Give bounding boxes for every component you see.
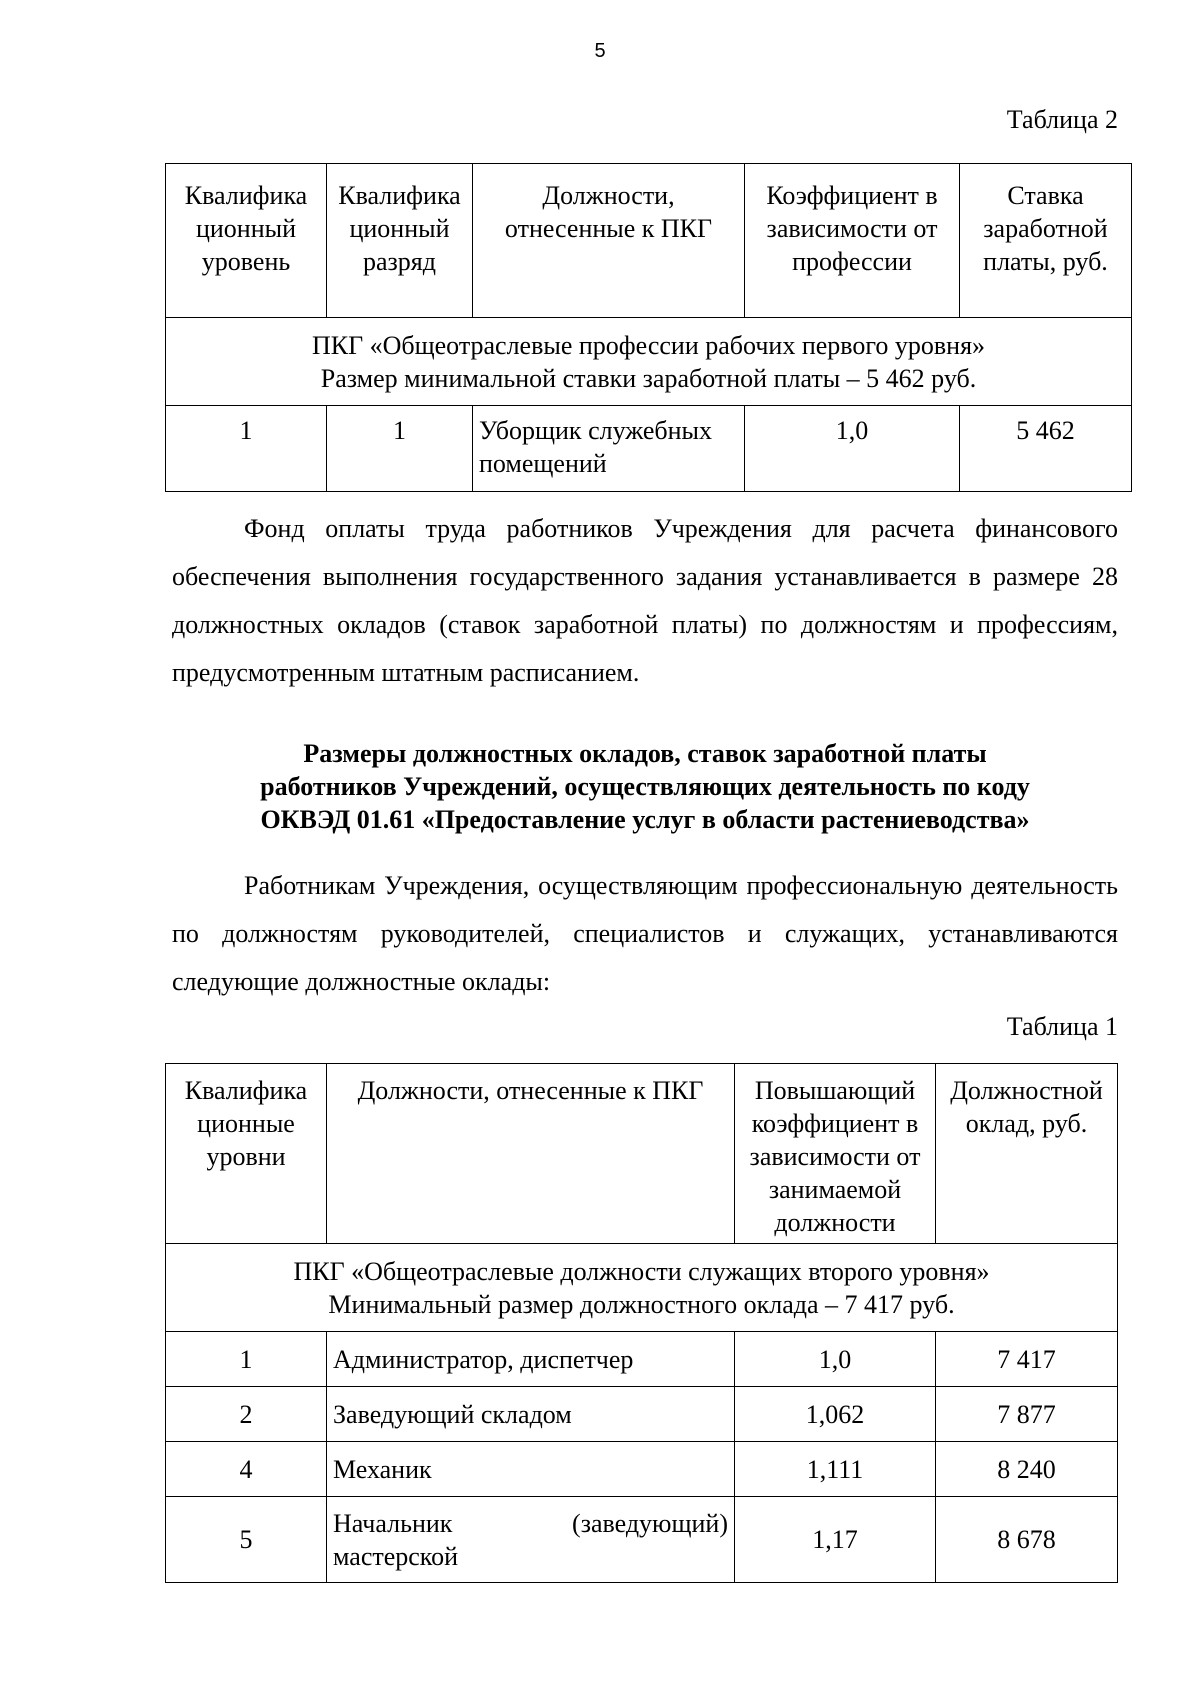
table2-caption: Таблица 2 xyxy=(1006,105,1118,134)
table1-cell-coefficient: 1,0 xyxy=(735,1332,936,1387)
table1-cell-level: 5 xyxy=(166,1497,327,1583)
table1-cell-position: Заведующий складом xyxy=(327,1387,735,1442)
table-row xyxy=(166,1332,1118,1387)
section-heading xyxy=(150,737,1140,836)
table1-group-row xyxy=(166,1244,1118,1332)
table1-header-row xyxy=(166,1064,1118,1244)
table1-group-cell xyxy=(166,1244,1118,1332)
table2-cell-coefficient: 1,0 xyxy=(745,406,960,492)
table1-cell-salary: 7 417 xyxy=(936,1332,1118,1387)
table1-cell-position: Администратор, диспетчер xyxy=(327,1332,735,1387)
table1-group-subtitle: Минимальный размер должностного оклада – 7 417 руб. xyxy=(328,1289,955,1319)
table2-group-title: ПКГ «Общеотраслевые профессии рабочих первого уровня» xyxy=(311,330,986,360)
table1-cell-coefficient: 1,111 xyxy=(735,1442,936,1497)
page-number: 5 xyxy=(594,40,606,62)
section-heading-line: ОКВЭД 01.61 «Предоставление услуг в области растениеводства» xyxy=(260,805,1030,834)
table1-cell-coefficient: 1,062 xyxy=(735,1387,936,1442)
table1 xyxy=(165,1063,1118,1583)
table1-header-cell: Должностной оклад, руб. xyxy=(936,1064,1118,1244)
table1-header-cell: Квалифика ционные уровни xyxy=(166,1064,327,1244)
paragraph-salaries-intro: Работникам Учреждения, осуществляющим профессиональную деятельность по должностям руководителей, специалистов и служащих, устанавливаются следующие должностные оклады: xyxy=(172,871,1118,996)
section-heading-line: Размеры должностных окладов, ставок заработной платы xyxy=(303,739,987,768)
table-row xyxy=(166,1442,1118,1497)
table1-cell-coefficient: 1,17 xyxy=(735,1497,936,1583)
table1-cell-level: 2 xyxy=(166,1387,327,1442)
table2-group-row xyxy=(166,318,1132,406)
table2-header-cell: Квалифика ционный разряд xyxy=(327,164,473,318)
table1-caption: Таблица 1 xyxy=(1006,1012,1118,1041)
table1-cell-position: Механик xyxy=(327,1442,735,1497)
table1-cell-salary: 7 877 xyxy=(936,1387,1118,1442)
table1-cell-level: 4 xyxy=(166,1442,327,1497)
table1-header-cell: Должности, отнесенные к ПКГ xyxy=(327,1064,735,1244)
table-row xyxy=(166,1497,1118,1583)
paragraph-payroll-fund: Фонд оплаты труда работников Учреждения для расчета финансового обеспечения выполнения государственного задания устанавливается в размере 28 должностных окладов (ставок заработной платы) по должностям и профессиям, предусмотренным штатным расписанием. xyxy=(172,514,1118,687)
table1-group-title: ПКГ «Общеотраслевые должности служащих второго уровня» xyxy=(293,1256,990,1286)
table1-header-cell: Повышающий коэффициент в зависимости от занимаемой должности xyxy=(735,1064,936,1244)
table2-cell-position: Уборщик служебных помещений xyxy=(473,406,745,492)
table-row xyxy=(166,406,1132,492)
table2-header-cell: Должности, отнесенные к ПКГ xyxy=(473,164,745,318)
table1-cell-level: 1 xyxy=(166,1332,327,1387)
table2-header-cell: Коэффициент в зависимости от профессии xyxy=(745,164,960,318)
table2-header-cell: Ставка заработной платы, руб. xyxy=(960,164,1132,318)
table-row xyxy=(166,1387,1118,1442)
table2-header-row xyxy=(166,164,1132,318)
section-heading-line: работников Учреждений, осуществляющих деятельность по коду xyxy=(260,772,1030,801)
table1-cell-salary: 8 240 xyxy=(936,1442,1118,1497)
table2-header-cell: Квалифика ционный уровень xyxy=(166,164,327,318)
table2-cell-level: 1 xyxy=(166,406,327,492)
table2-cell-salary: 5 462 xyxy=(960,406,1132,492)
table2-group-subtitle: Размер минимальной ставки заработной платы – 5 462 руб. xyxy=(320,363,977,393)
table2-cell-grade: 1 xyxy=(327,406,473,492)
table2 xyxy=(165,163,1132,492)
table2-group-cell xyxy=(166,318,1132,406)
table1-cell-position: Начальник (заведующий) мастерской xyxy=(327,1497,735,1583)
table1-cell-salary: 8 678 xyxy=(936,1497,1118,1583)
